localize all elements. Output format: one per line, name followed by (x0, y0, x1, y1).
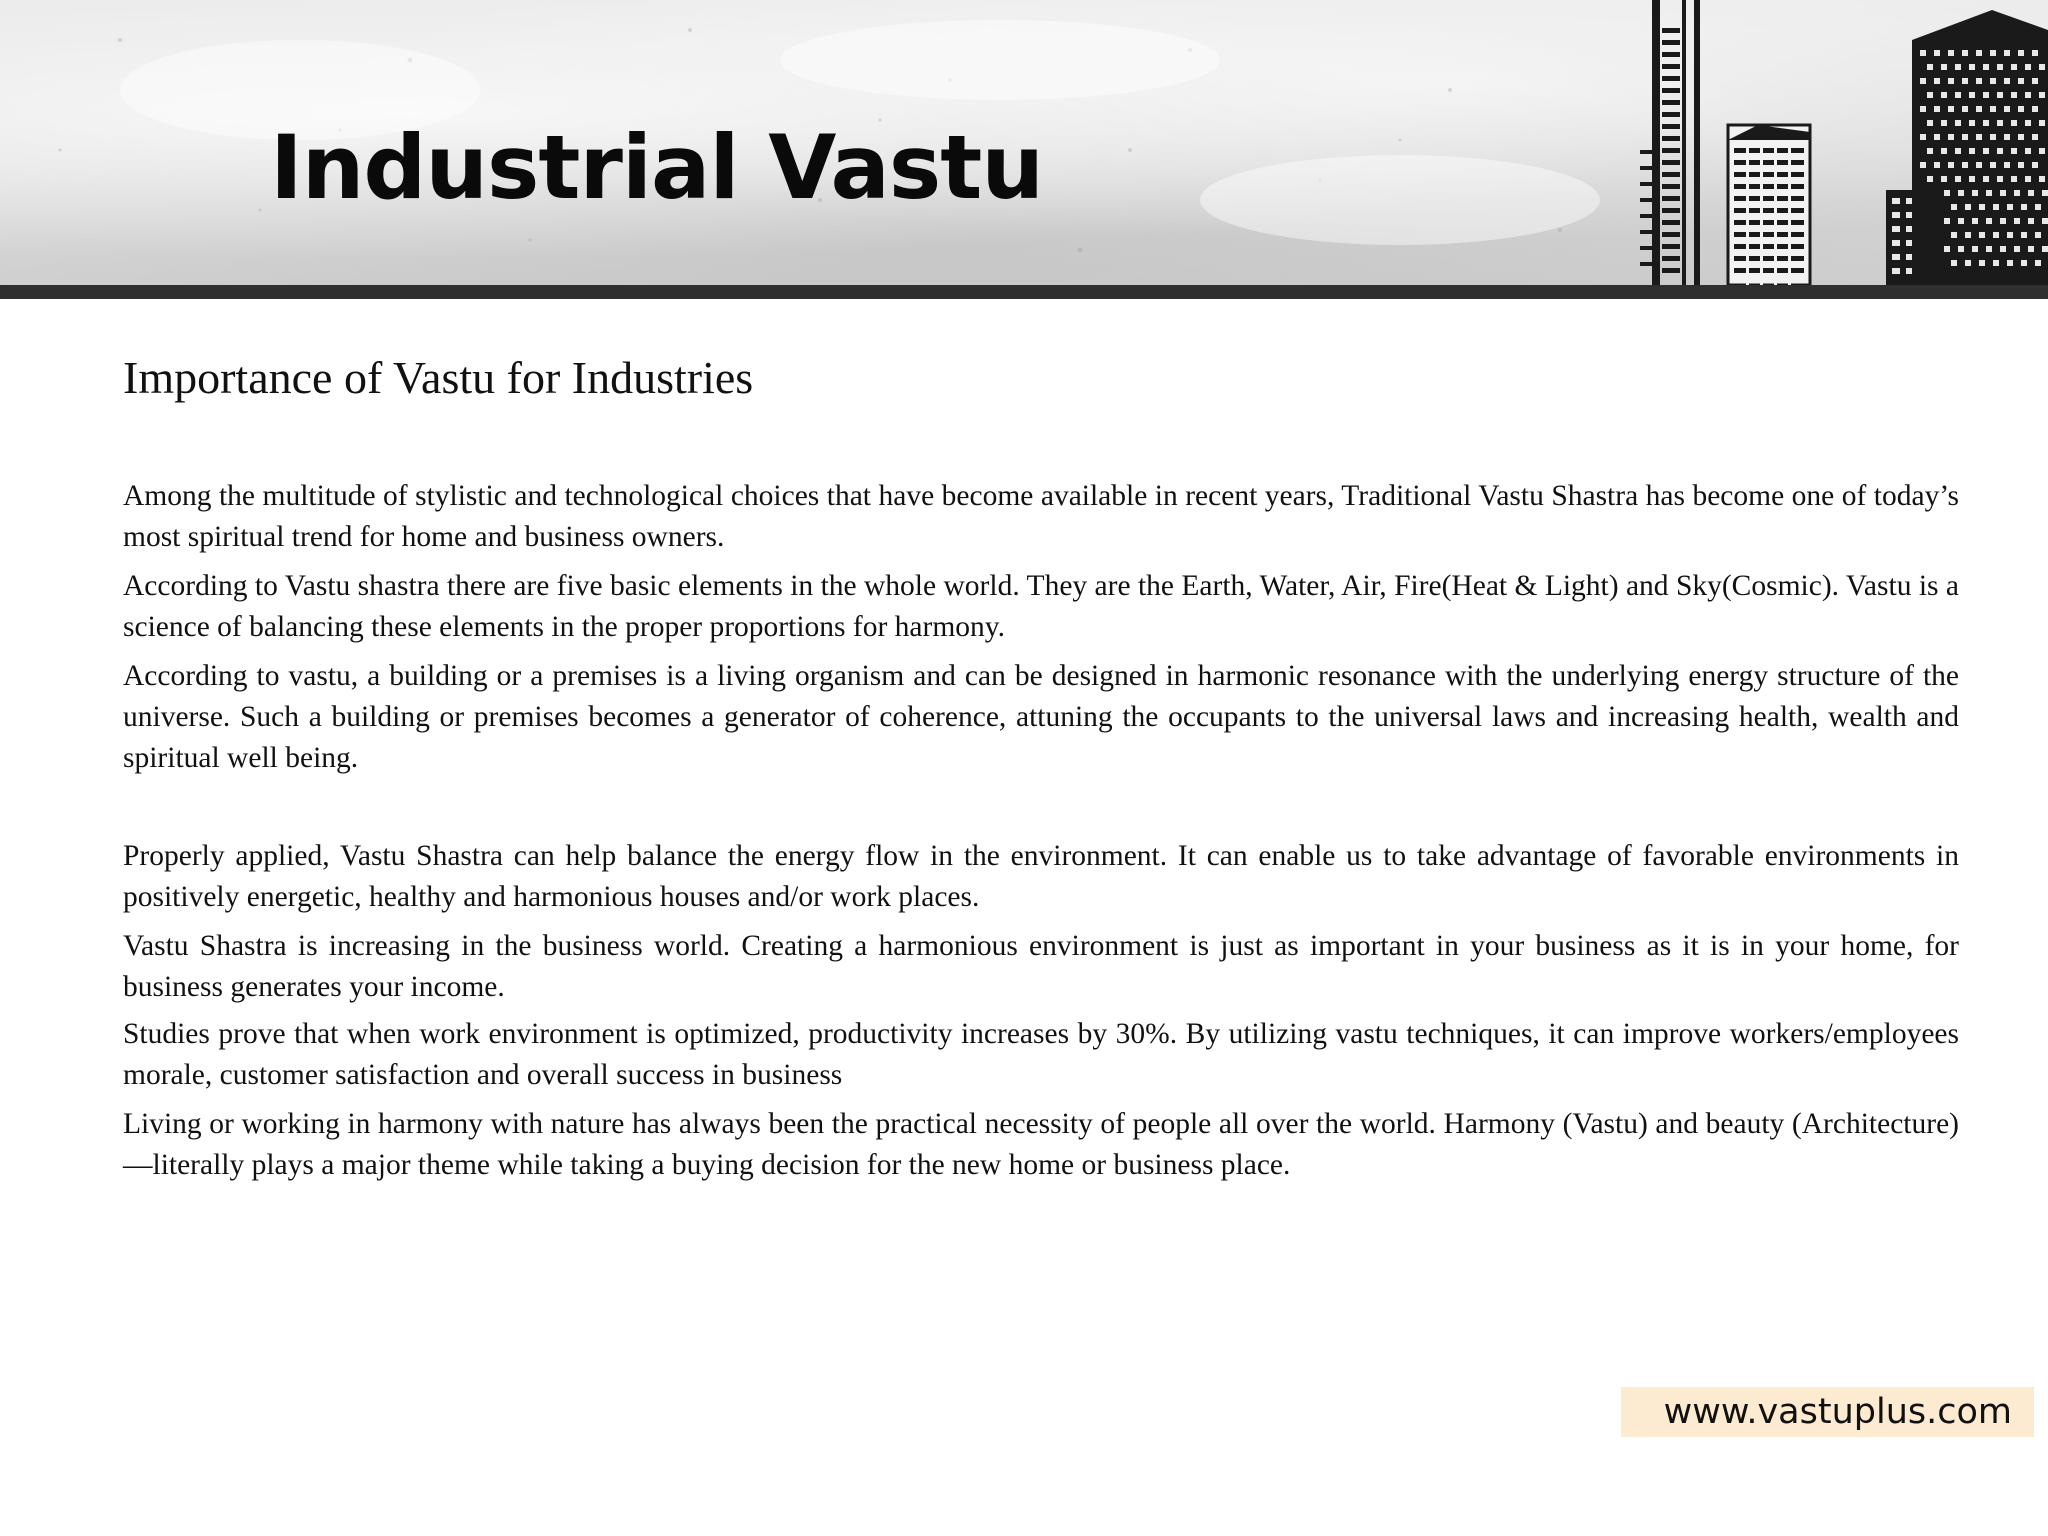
paragraph-3: According to vastu, a building or a premises is a living organism and can be designed in harmonic resonance with the underlying energy structure of the universe. Such a building or premises becomes a generator of coherence, attuning the occupants to the universal laws and increasing health, wealth and spiritual well being. (123, 660, 1959, 774)
paragraph-6: Studies prove that when work environment is optimized, productivity increases by 30%. By utilizing vastu techniques, it can improve workers/employees morale, customer satisfaction and overall success in business (123, 1018, 1959, 1091)
paragraph-2: According to Vastu shastra there are five basic elements in the whole world. They are the Earth, Water, Air, Fire(Heat & Light) and Sky(Cosmic). Vastu is a science of balancing these elements in the proper proportions for harmony. (123, 570, 1959, 643)
page-title: Industrial Vastu (270, 116, 1043, 219)
body-content (123, 476, 1959, 1186)
header-banner (0, 0, 2048, 285)
building-grid-middle (1728, 125, 1810, 285)
website-url[interactable]: www.vastuplus.com (1621, 1387, 2034, 1437)
paragraph-1: Among the multitude of stylistic and technological choices that have become available in recent years, Traditional Vastu Shastra has become one of today’s most spiritual trend for home and business owners. (123, 480, 1959, 553)
paragraph-7: Living or working in harmony with nature has always been the practical necessity of people all over the world. Harmony (Vastu) and beauty (Architecture) —literally plays a major theme while taking a buying decision for the new home or business place. (123, 1108, 1959, 1181)
header-divider (0, 285, 2048, 299)
paragraph-4: Properly applied, Vastu Shastra can help balance the energy flow in the environment. It can enable us to take advantage of favorable environments in positively energetic, healthy and harmonious houses and/or work places. (123, 840, 1959, 913)
paragraph-5: Vastu Shastra is increasing in the business world. Creating a harmonious environment is just as important in your business as it is in your home, for business generates your income. (123, 930, 1959, 1003)
section-heading: Importance of Vastu for Industries (123, 352, 754, 403)
city-skyline-illustration (1640, 0, 2048, 285)
building-diamond-tower (1912, 10, 2048, 285)
building-striped-tower (1640, 0, 1700, 285)
